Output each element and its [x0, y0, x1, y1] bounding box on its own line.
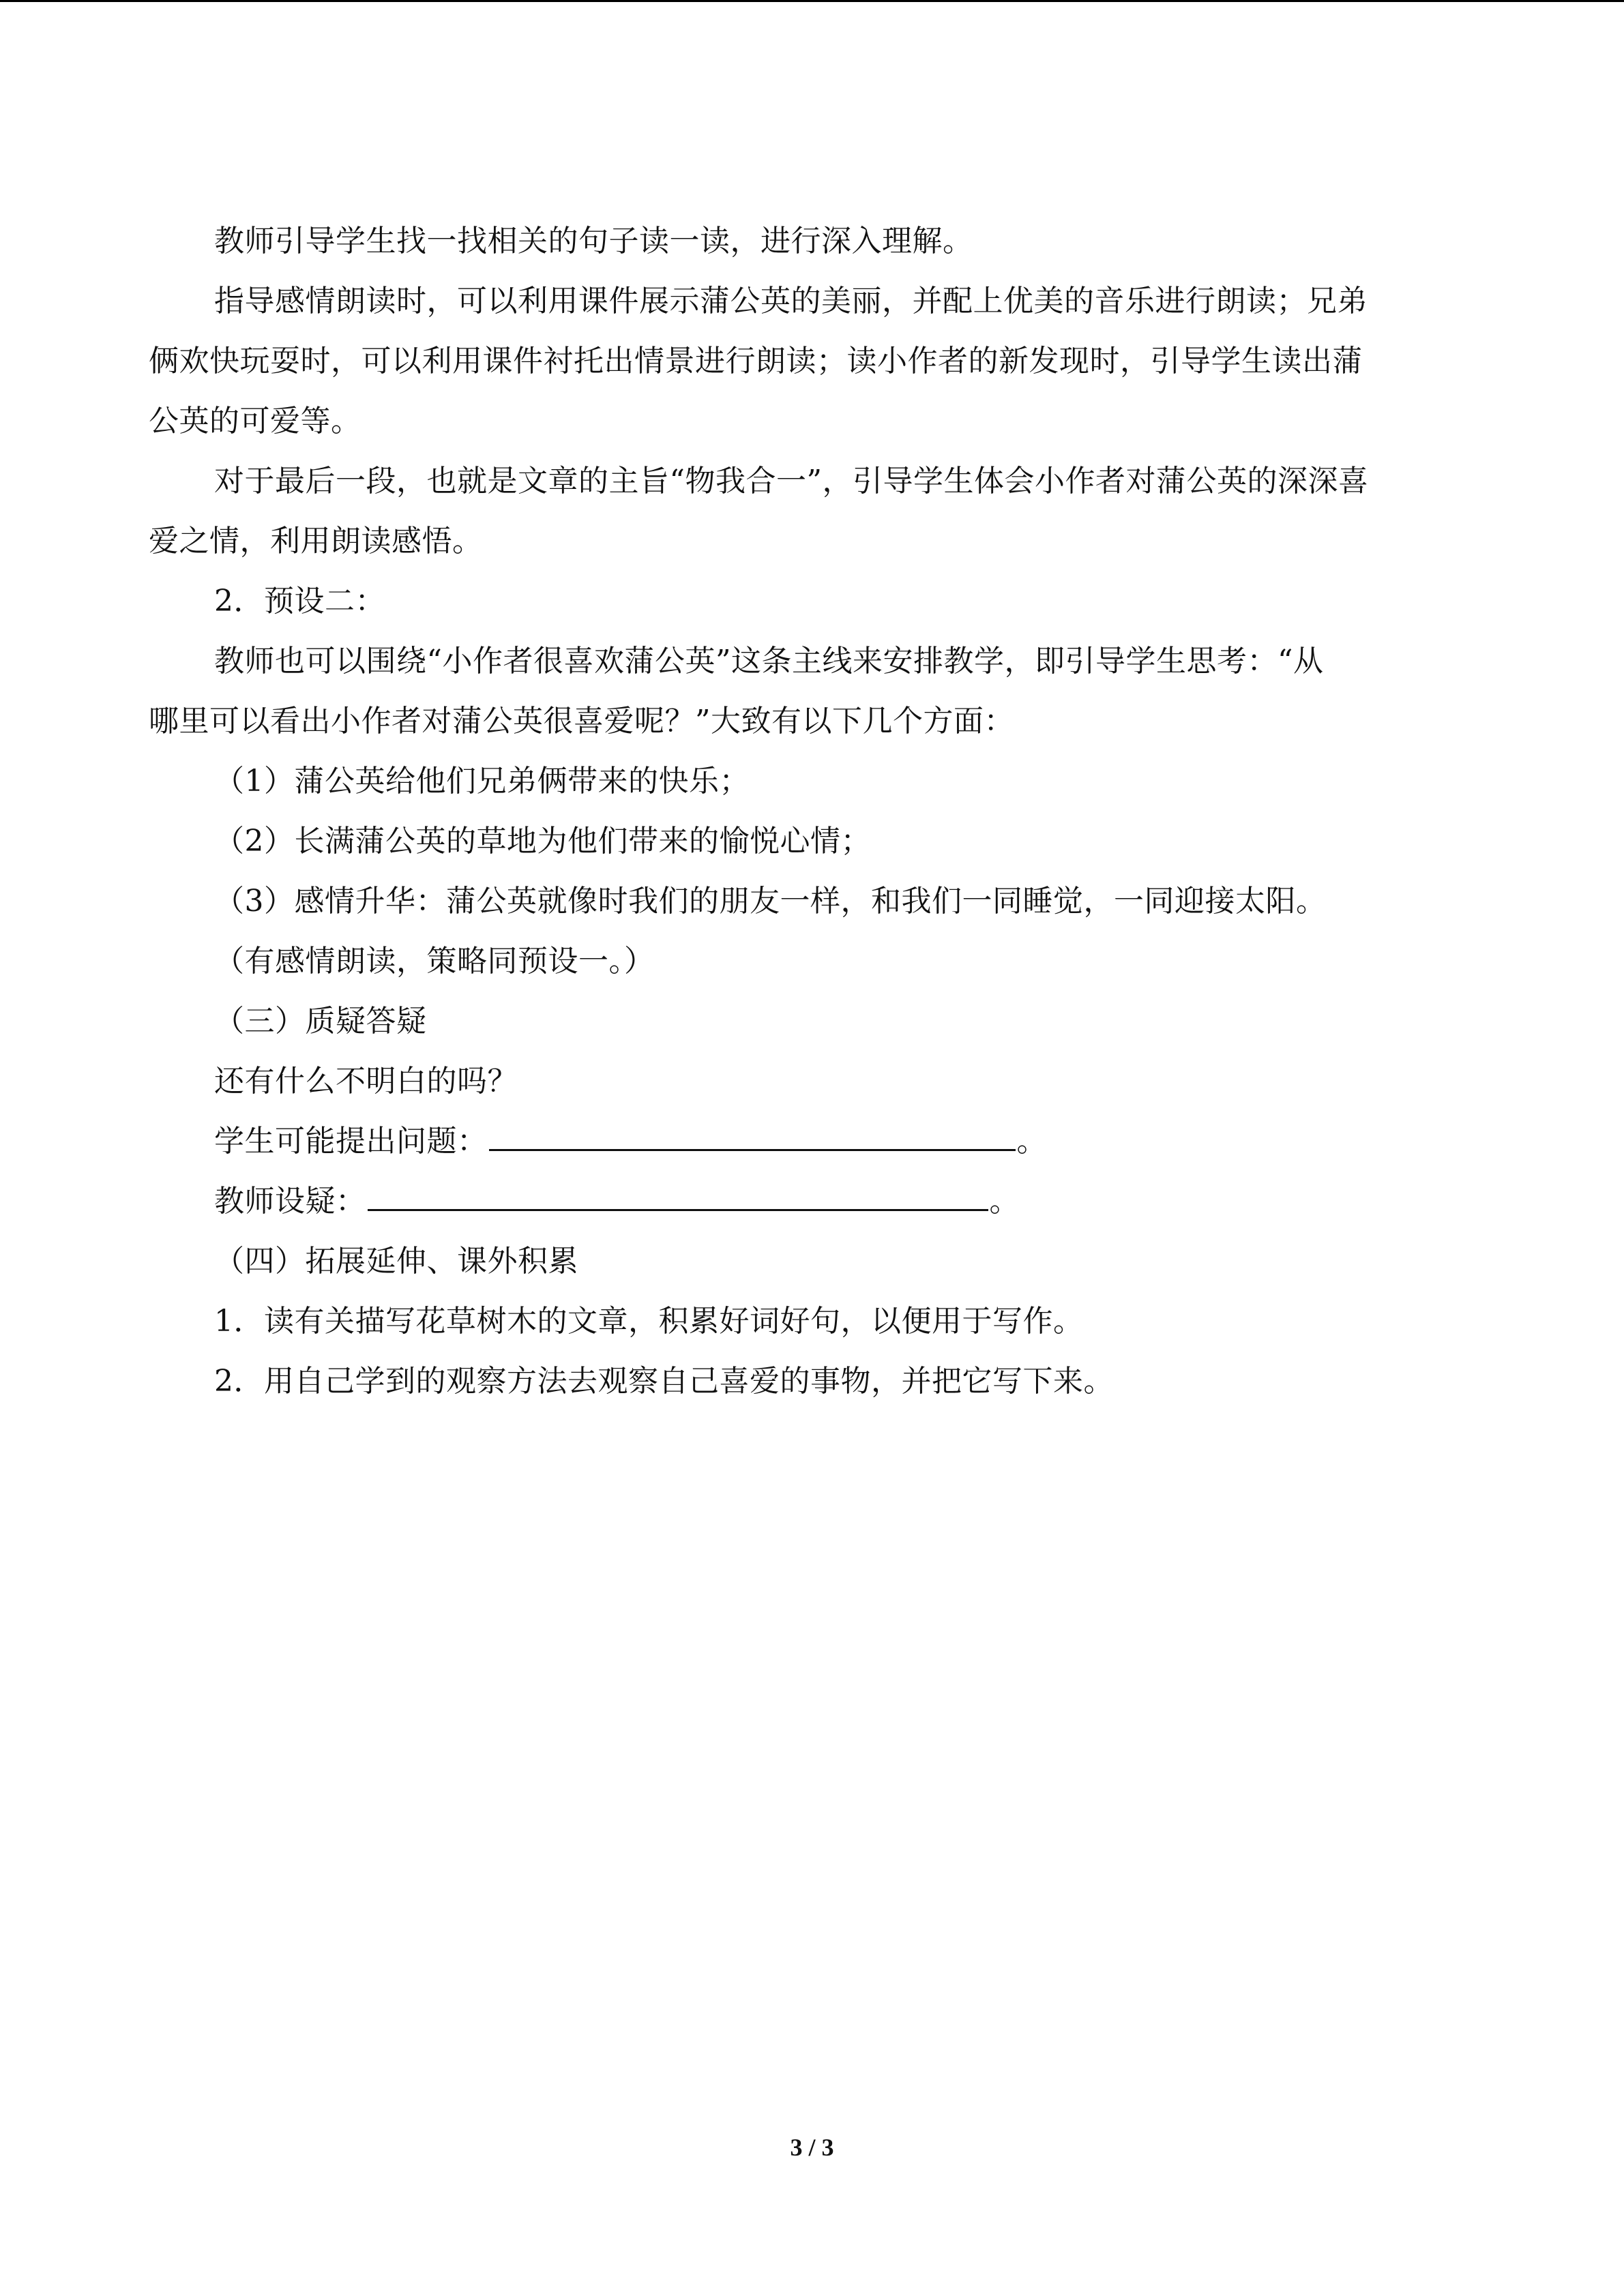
list-item: 2．用自己学到的观察方法去观察自己喜爱的事物，并把它写下来。 [214, 1364, 1114, 1399]
list-item: （3）感情升华：蒲公英就像时我们的朋友一样，和我们一同睡觉，一同迎接太阳。 [214, 884, 1327, 919]
paragraph-line: 指导感情朗读时，可以利用课件展示蒲公英的美丽，并配上优美的音乐进行朗读；兄弟 [214, 284, 1368, 318]
document-body [149, 211, 1486, 1412]
section-heading-qa: （三）质疑答疑 [214, 1004, 427, 1039]
section-heading-extension: （四）拓展延伸、课外积累 [214, 1244, 578, 1279]
top-border-rule [0, 0, 1624, 2]
list-item: 1．读有关描写花草树木的文章，积累好词好句，以便用于写作。 [214, 1304, 1084, 1339]
student-question-line [149, 1112, 1486, 1172]
subheading-preset-two: 2．预设二： [214, 584, 385, 618]
question-line: 还有什么不明白的吗？ [214, 1064, 518, 1099]
paragraph-line: 爱之情，利用朗读感悟。 [149, 524, 483, 558]
list-item: （1）蒲公英给他们兄弟俩带来的快乐； [214, 764, 750, 799]
teacher-question-period: 。 [989, 1184, 1020, 1219]
student-question-blank [489, 1115, 1016, 1151]
strategy-note: （有感情朗读，策略同预设一。） [214, 944, 655, 979]
paragraph-line: 哪里可以看出小作者对蒲公英很喜爱呢？”大致有以下几个方面： [149, 704, 1014, 739]
student-question-label: 学生可能提出问题： [214, 1124, 488, 1159]
student-question-period: 。 [1016, 1124, 1047, 1159]
list-item: （2）长满蒲公英的草地为他们带来的愉悦心情； [214, 824, 871, 859]
paragraph-line: 俩欢快玩耍时，可以利用课件衬托出情景进行朗读；读小作者的新发现时，引导学生读出蒲 [149, 344, 1363, 378]
teacher-question-line [149, 1172, 1486, 1232]
page-number: 3 / 3 [790, 2134, 834, 2161]
paragraph-line: 对于最后一段，也就是文章的主旨“物我合一”，引导学生体会小作者对蒲公英的深深喜 [214, 464, 1369, 498]
teacher-question-blank [368, 1175, 988, 1211]
paragraph-line: 教师引导学生找一找相关的句子读一读，进行深入理解。 [214, 224, 973, 258]
paragraph-line: 公英的可爱等。 [149, 404, 361, 438]
teacher-question-label: 教师设疑： [214, 1184, 366, 1219]
paragraph-line: 教师也可以围绕“小作者很喜欢蒲公英”这条主线来安排教学，即引导学生思考：“从 [214, 644, 1324, 679]
